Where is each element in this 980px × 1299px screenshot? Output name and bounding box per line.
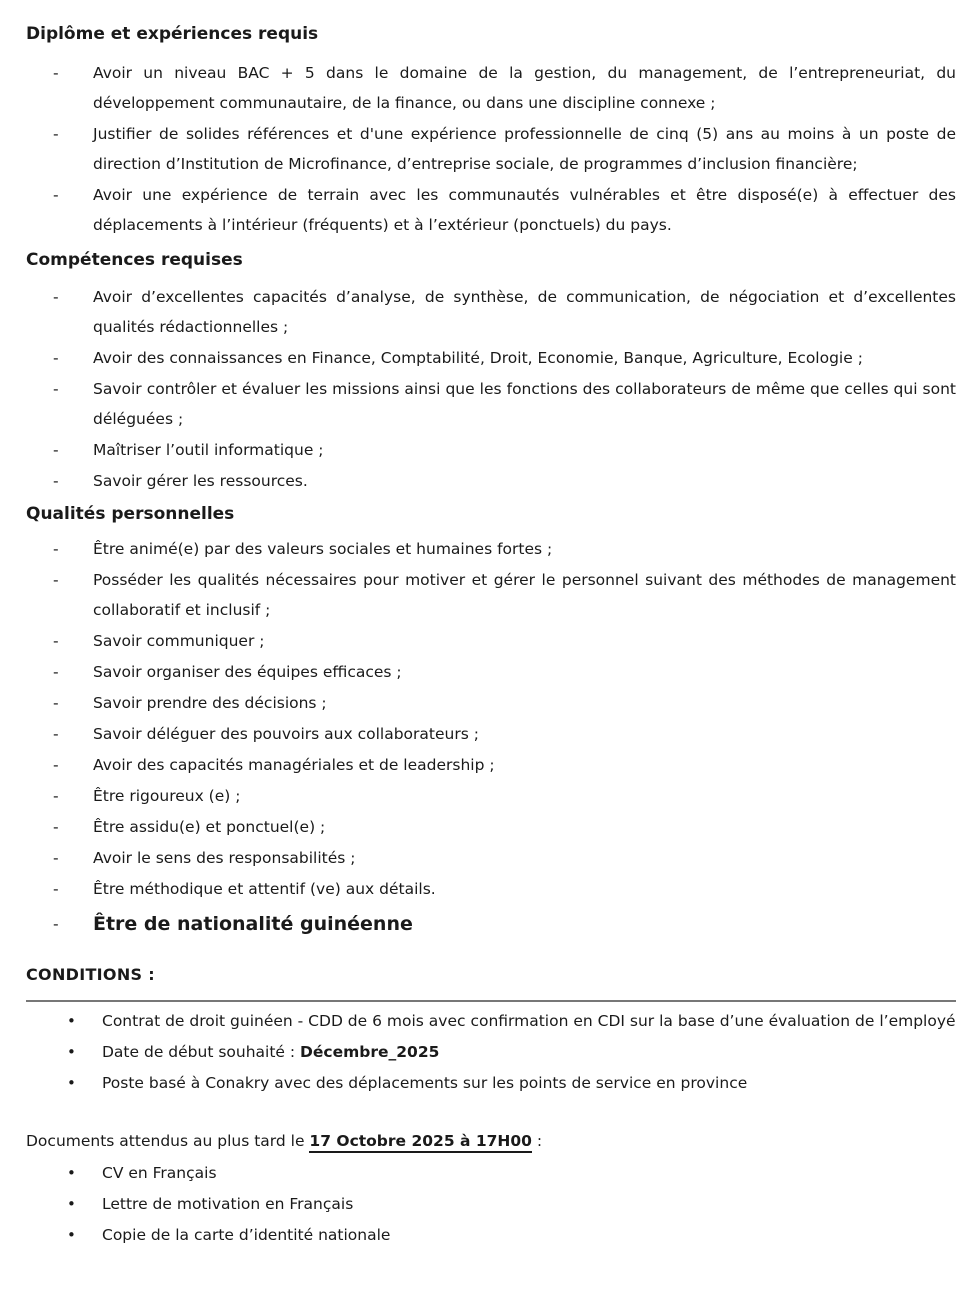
list-item	[26, 466, 956, 496]
dash-bullet-icon: -	[53, 571, 59, 589]
list-item	[26, 750, 956, 780]
diplome-list	[26, 58, 956, 240]
dash-bullet-icon: -	[53, 725, 59, 743]
list-item-text: CV en Français	[102, 1164, 217, 1182]
dash-bullet-icon: -	[53, 125, 59, 143]
list-item	[26, 58, 956, 118]
list-item-text	[102, 1037, 956, 1067]
list-item-text: Avoir des connaissances en Finance, Comptabilité, Droit, Economie, Banque, Agriculture, Ecologie ;	[93, 349, 863, 367]
dash-bullet-icon: -	[53, 694, 59, 712]
dash-bullet-icon: -	[53, 64, 59, 82]
dash-bullet-icon: -	[53, 288, 59, 306]
list-item-text: Contrat de droit guinéen - CDD de 6 mois avec confirmation en CDI sur la base d’une évaluation de l’employé	[102, 1012, 956, 1030]
dot-bullet-icon: •	[67, 1012, 76, 1030]
list-item-text: Être animé(e) par des valeurs sociales et humaines fortes ;	[93, 540, 553, 558]
documents-list	[26, 1158, 956, 1250]
list-item	[26, 657, 956, 687]
conditions-divider	[26, 1000, 956, 1002]
dot-bullet-icon: •	[67, 1195, 76, 1213]
list-item	[26, 1037, 956, 1067]
documents-intro-suffix: :	[531, 1132, 543, 1150]
competences-list	[26, 282, 956, 496]
list-item-text: Maîtriser l’outil informatique ;	[93, 441, 324, 459]
dash-bullet-icon: -	[53, 632, 59, 650]
conditions-list	[26, 1006, 956, 1098]
dash-bullet-icon: -	[53, 540, 59, 558]
list-item-nationalite	[26, 908, 956, 940]
list-item-text: Être assidu(e) et ponctuel(e) ;	[93, 818, 326, 836]
section-heading-diplome: Diplôme et expériences requis	[26, 24, 319, 44]
list-item-text: Copie de la carte d’identité nationale	[102, 1226, 391, 1244]
list-item-text: Avoir une expérience de terrain avec les communautés vulnérables et être disposé(e) à effectuer des déplacements à l’intérieur (fréquents) et à l’extérieur (ponctuels) du pays.	[93, 186, 956, 234]
dash-bullet-icon: -	[53, 380, 59, 398]
section-heading-qualites: Qualités personnelles	[26, 504, 235, 524]
dot-bullet-icon: •	[67, 1074, 76, 1092]
list-item	[26, 374, 956, 434]
conditions-heading: CONDITIONS :	[26, 965, 155, 984]
list-item	[26, 435, 956, 465]
list-item	[26, 1220, 956, 1250]
list-item	[26, 719, 956, 749]
dot-bullet-icon: •	[67, 1226, 76, 1244]
list-item	[26, 781, 956, 811]
list-item	[26, 119, 956, 179]
list-item	[26, 180, 956, 240]
list-item-text: Savoir déléguer des pouvoirs aux collaborateurs ;	[93, 725, 479, 743]
dash-bullet-icon: -	[53, 472, 59, 490]
list-item-text-bold: Être de nationalité guinéenne	[93, 913, 413, 935]
dash-bullet-icon: -	[53, 756, 59, 774]
list-item-text: Avoir un niveau BAC + 5 dans le domaine de la gestion, du management, de l’entrepreneuriat, du développement communautaire, de la finance, ou dans une discipline connexe ;	[93, 64, 956, 112]
documents-intro	[26, 1126, 956, 1156]
dash-bullet-icon: -	[53, 349, 59, 367]
dash-bullet-icon: -	[53, 849, 59, 867]
list-item-text: Lettre de motivation en Français	[102, 1195, 354, 1213]
documents-intro-prefix: Documents attendus au plus tard le	[26, 1132, 310, 1150]
list-item	[26, 874, 956, 904]
list-item-text: Savoir communiquer ;	[93, 632, 265, 650]
section-heading-competences: Compétences requises	[26, 250, 243, 270]
dot-bullet-icon: •	[67, 1043, 76, 1061]
list-item-text: Posséder les qualités nécessaires pour motiver et gérer le personnel suivant des méthodes de management collaboratif et inclusif ;	[93, 571, 956, 619]
section-conditions	[26, 964, 956, 1098]
list-item	[26, 1158, 956, 1188]
list-item	[26, 688, 956, 718]
list-item-text: Avoir d’excellentes capacités d’analyse, de synthèse, de communication, de négociation et d’excellentes qualités rédactionnelles ;	[93, 288, 956, 336]
dash-bullet-icon: -	[53, 186, 59, 204]
qualites-list	[26, 534, 956, 940]
list-item	[26, 282, 956, 342]
list-item-text: Justifier de solides références et d'une expérience professionnelle de cinq (5) ans au moins à un poste de direction d’Institution de Microfinance, d’entreprise sociale, de programmes d’inclusion financière;	[93, 125, 956, 173]
dash-bullet-icon: -	[53, 818, 59, 836]
dash-bullet-icon: -	[53, 880, 59, 898]
deadline-text: 17 Octobre 2025 à 17H00	[309, 1132, 532, 1153]
list-item	[26, 534, 956, 564]
dash-bullet-icon: -	[53, 915, 59, 933]
list-item	[26, 626, 956, 656]
list-item-text: Savoir contrôler et évaluer les missions ainsi que les fonctions des collaborateurs de même que celles qui sont déléguées ;	[93, 380, 956, 428]
dot-bullet-icon: •	[67, 1164, 76, 1182]
list-item-text: Savoir gérer les ressources.	[93, 472, 308, 490]
list-item	[26, 1068, 956, 1098]
section-documents	[26, 1126, 956, 1250]
dash-bullet-icon: -	[53, 441, 59, 459]
section-competences	[26, 248, 956, 496]
list-item	[26, 843, 956, 873]
section-qualites	[26, 502, 956, 940]
list-item-text: Être méthodique et attentif (ve) aux détails.	[93, 880, 436, 898]
list-item	[26, 1189, 956, 1219]
dash-bullet-icon: -	[53, 787, 59, 805]
list-item	[26, 343, 956, 373]
list-item-text: Avoir des capacités managériales et de leadership ;	[93, 756, 495, 774]
list-item-text: Avoir le sens des responsabilités ;	[93, 849, 356, 867]
list-item	[26, 1006, 956, 1036]
list-item	[26, 565, 956, 625]
start-date-label: Date de début souhaité :	[102, 1043, 301, 1061]
list-item-text: Poste basé à Conakry avec des déplacements sur les points de service en province	[102, 1074, 748, 1092]
list-item-text: Savoir prendre des décisions ;	[93, 694, 327, 712]
start-date-value: Décembre_2025	[300, 1043, 440, 1061]
list-item-text: Savoir organiser des équipes efficaces ;	[93, 663, 402, 681]
dash-bullet-icon: -	[53, 663, 59, 681]
list-item-text: Être rigoureux (e) ;	[93, 787, 241, 805]
section-diplome	[26, 22, 956, 240]
list-item	[26, 812, 956, 842]
